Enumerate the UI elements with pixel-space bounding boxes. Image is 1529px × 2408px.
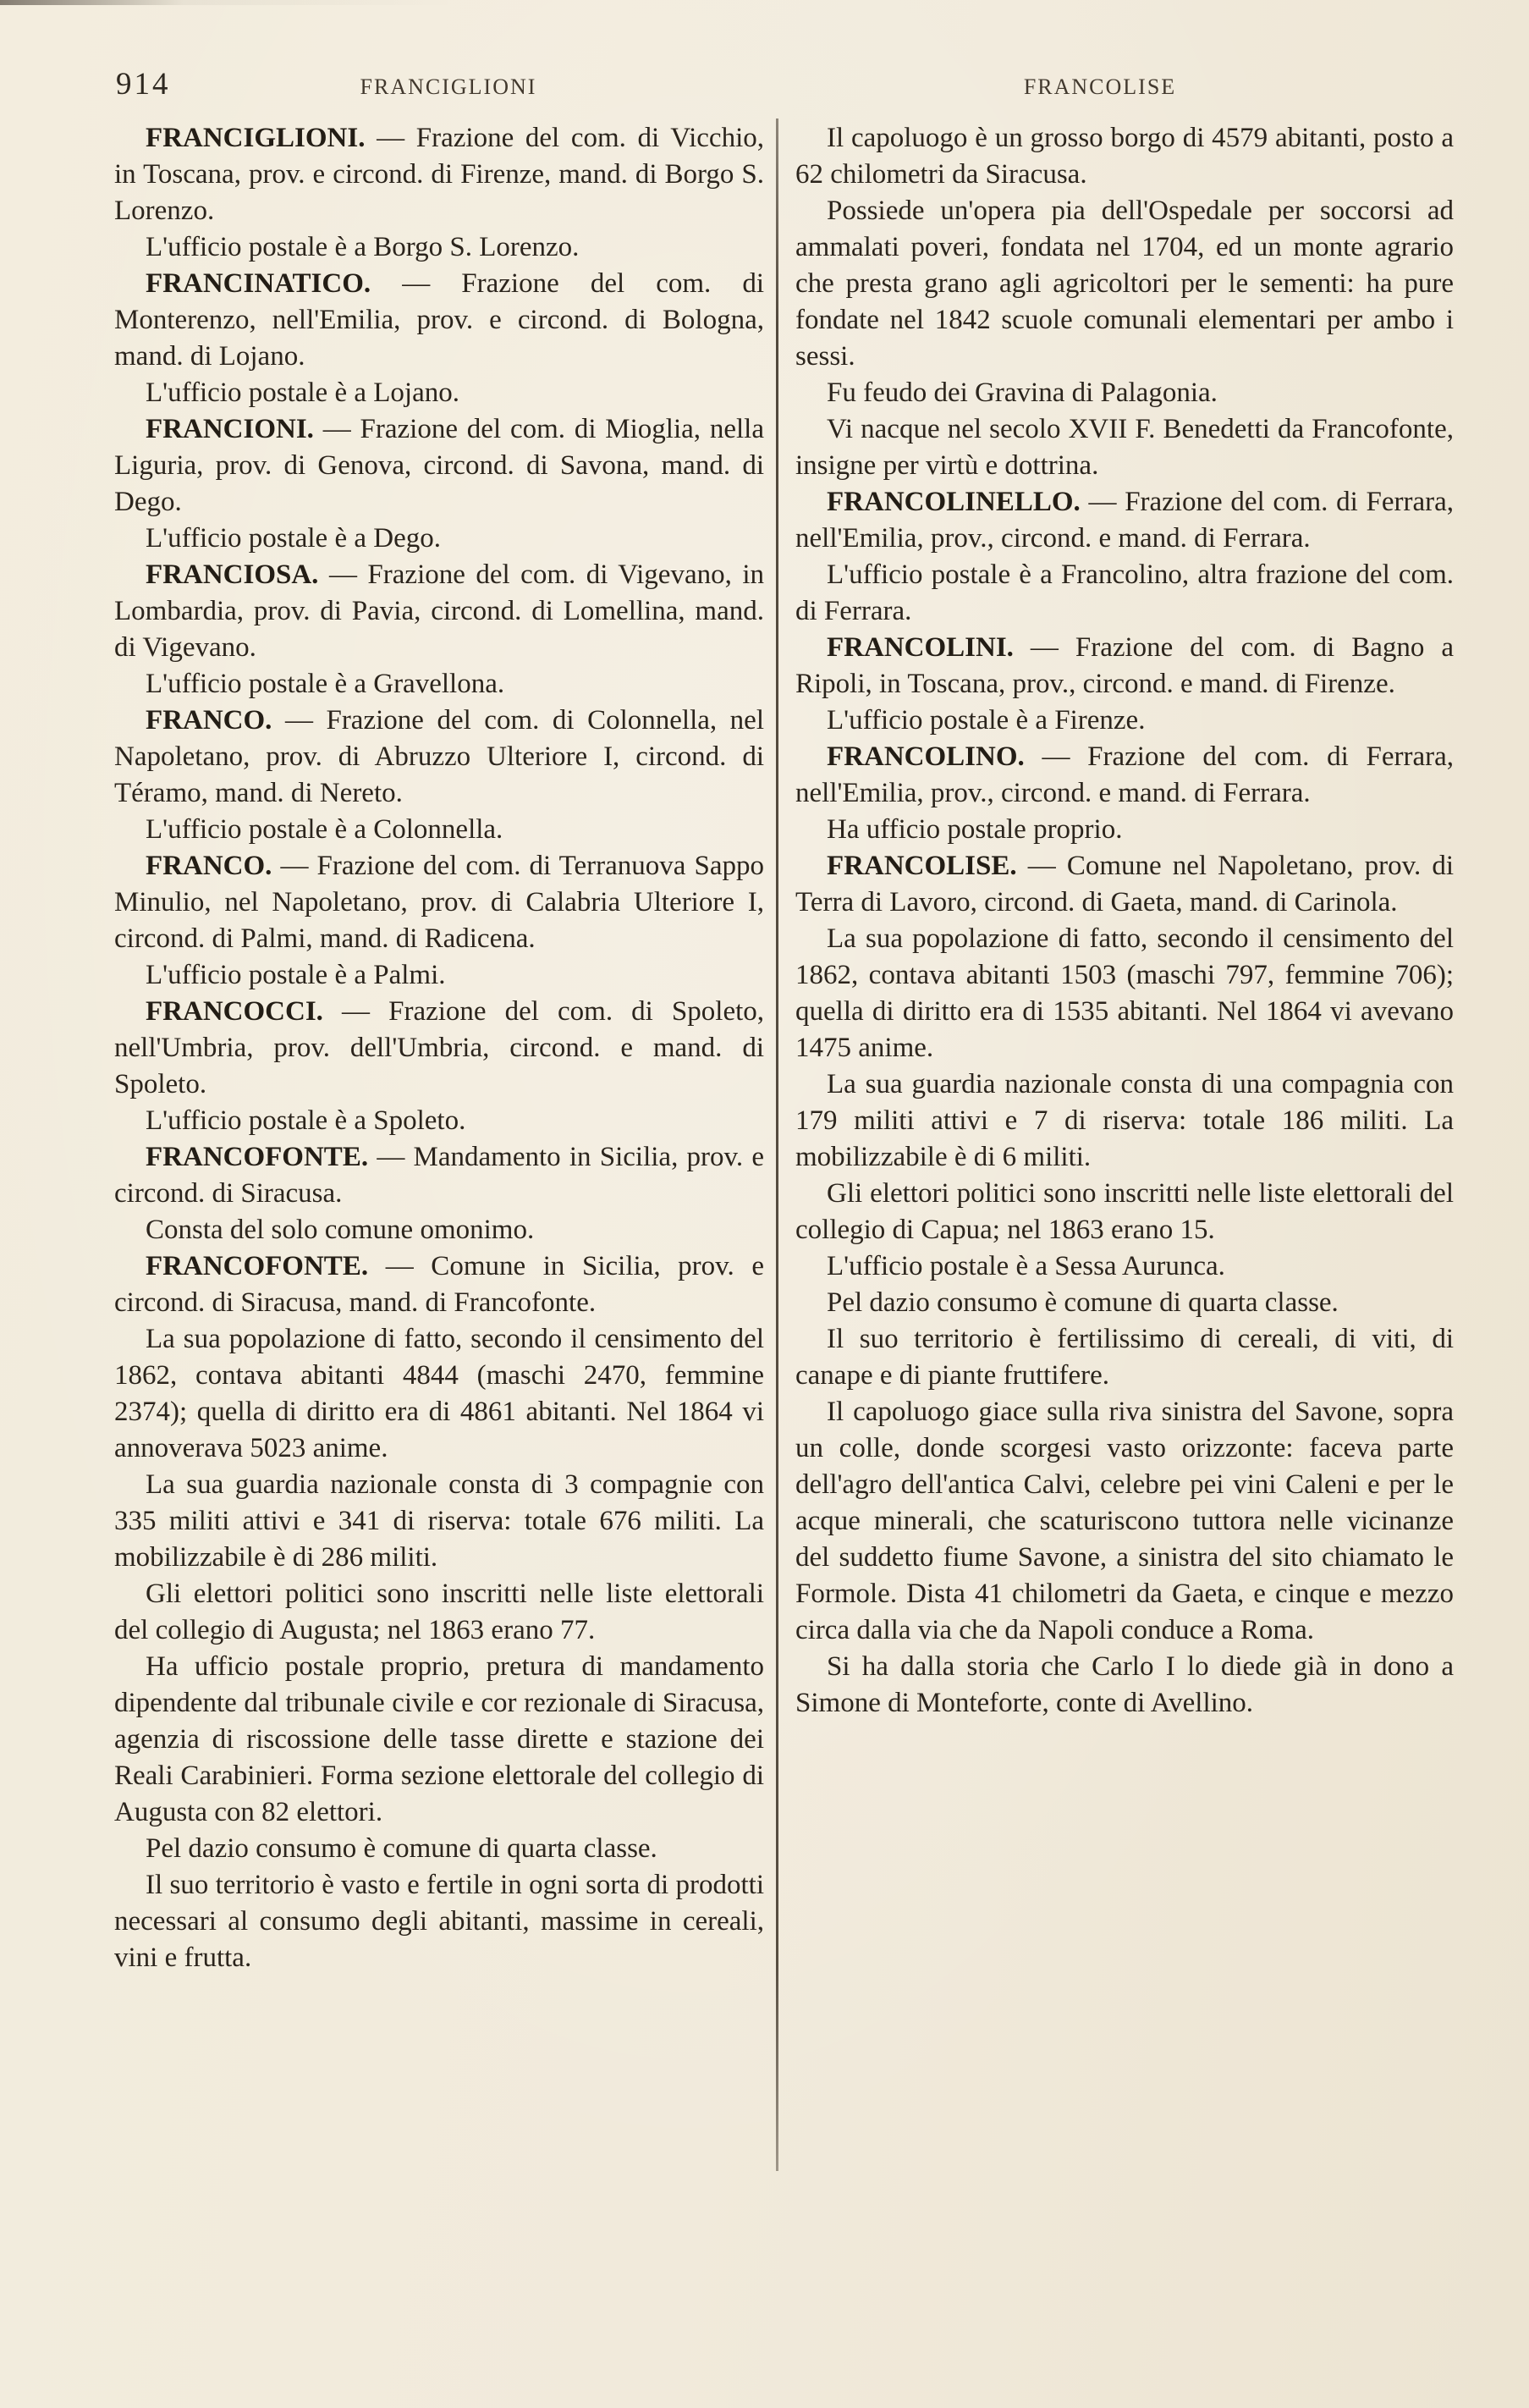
paragraph: Gli elettori politici sono inscritti nelle liste elettorali del collegio di Augusta; nel 1863 erano 77. [114,1579,764,1645]
paragraph: FRANCIOSA. — Frazione del com. di Vigevano, in Lombardia, prov. di Pavia, circond. di Lomellina, mand. di Vigevano. [114,559,765,663]
paragraph: L'ufficio postale è a Dego. [146,523,441,554]
paragraph: Pel dazio consumo è comune di quarta classe. [827,1287,1339,1318]
paragraph: Il capoluogo è un grosso borgo di 4579 abitanti, posto a 62 chilometri da Siracusa. [795,123,1454,190]
paragraph: L'ufficio postale è a Palmi. [146,960,446,990]
paragraph: FRANCOLISE. — Comune nel Napoletano, prov. di Terra di Lavoro, circond. di Gaeta, mand. di Carinola. [795,851,1455,917]
paragraph: Pel dazio consumo è comune di quarta classe. [146,1833,657,1864]
paragraph: FRANCOCCI. — Frazione del com. di Spoleto, nell'Umbria, prov. dell'Umbria, circond. e mand. di Spoleto. [114,996,765,1099]
entry-name: FRANCIOSA. [146,559,319,590]
paragraph: FRANCOFONTE. — Comune in Sicilia, prov. e circond. di Siracusa, mand. di Francofonte. [114,1251,765,1318]
paragraph: Il suo territorio è fertilissimo di cereali, di viti, di canape e di piante fruttifere. [795,1324,1454,1391]
paragraph: Gli elettori politici sono inscritti nelle liste elettorali del collegio di Capua; nel 1863 erano 15. [795,1178,1454,1245]
paragraph: Il capoluogo giace sulla riva sinistra del Savone, sopra un colle, donde scorgesi vasto orizzonte: faceva parte dell'agro dell'antica Calvi, celebre pei vini Caleni e per le acque minerali, che scaturiscono tuttora nelle vicinanze del suddetto fiume Savone, a sinistra del sito chiamato le Formole. Dista 41 chilometri da Gaeta, e cinque e mezzo circa dalla via che da Napoli conduce a Roma. [795,1397,1454,1645]
paragraph: FRANCOLINO. — Frazione del com. di Ferrara, nell'Emilia, prov., circond. e mand. di Ferrara. [795,741,1454,808]
entry-name: FRANCOLINELLO. [827,487,1081,517]
paragraph: FRANCOLINELLO. — Frazione del com. di Ferrara, nell'Emilia, prov., circond. e mand. di Ferrara. [795,487,1455,554]
paragraph: FRANCO. — Frazione del com. di Colonnella, nel Napoletano, prov. di Abruzzo Ulteriore I, circond. di Téramo, mand. di Nereto. [114,705,764,808]
paragraph: Possiede un'opera pia dell'Ospedale per soccorsi ad ammalati poveri, fondata nel 1704, ed un monte agrario che presta grano agli agricoltori per le sementi: ha pure fondate nel 1842 scuole comunali elementari per ambo i sessi. [795,196,1454,372]
paragraph: FRANCINATICO. — Frazione del com. di Monterenzo, nell'Emilia, prov. e circond. di Bologna, mand. di Lojano. [114,268,764,372]
paragraph: FRANCOFONTE. — Mandamento in Sicilia, prov. e circond. di Siracusa. [114,1142,764,1209]
paragraph: FRANCIONI. — Frazione del com. di Mioglia, nella Liguria, prov. di Genova, circond. di Savona, mand. di Dego. [114,414,764,517]
entry-name: FRANCOLINO. [827,741,1025,772]
paragraph: Si ha dalla storia che Carlo I lo diede già in dono a Simone di Monteforte, conte di Avellino. [795,1651,1454,1718]
paragraph: Il suo territorio è vasto e fertile in ogni sorta di prodotti necessari al consumo degli abitanti, massime in cereali, vini e frutta. [114,1870,764,1973]
running-head-left: FRANCIGLIONI [360,74,537,99]
column-divider [776,118,778,2171]
paragraph: L'ufficio postale è a Lojano. [146,377,459,408]
entry-name: FRANCINATICO. [146,268,371,299]
paragraph: L'ufficio postale è a Firenze. [827,705,1146,736]
paragraph: FRANCOLINI. — Frazione del com. di Bagno a Ripoli, in Toscana, prov., circond. e mand. di Firenze. [795,632,1454,699]
entry-name: FRANCO. [146,705,272,736]
left-column [114,120,764,1976]
page-number: 914 [116,67,171,102]
paragraph: L'ufficio postale è a Borgo S. Lorenzo. [146,232,580,262]
running-head-right: FRANCOLISE [1023,74,1177,99]
paragraph: FRANCO. — Frazione del com. di Terranuova Sappo Minulio, nel Napoletano, prov. di Calabria Ulteriore I, circond. di Palmi, mand. di Radicena. [114,851,764,954]
paragraph: L'ufficio postale è a Spoleto. [146,1105,466,1136]
entry-name: FRANCIGLIONI. [146,123,366,153]
paragraph: La sua popolazione di fatto, secondo il censimento del 1862, contava abitanti 1503 (maschi 797, femmine 706); quella di diritto era di 1535 abitanti. Nel 1864 vi avevano 1475 anime. [795,923,1454,1063]
entry-name: FRANCO. [146,851,272,881]
paragraph: La sua guardia nazionale consta di 3 compagnie con 335 militi attivi e 341 di riserva: totale 676 militi. La mobilizzabile è di 286 militi. [114,1469,764,1573]
entry-name: FRANCOLISE. [827,851,1017,881]
paragraph: L'ufficio postale è a Gravellona. [146,669,505,699]
paragraph: Ha ufficio postale proprio. [827,814,1123,845]
paragraph: Consta del solo comune omonimo. [146,1215,535,1245]
paragraph: L'ufficio postale è a Colonnella. [146,814,503,845]
entry-name: FRANCOLINI. [827,632,1014,663]
paragraph: Fu feudo dei Gravina di Palagonia. [827,377,1218,408]
entry-name: FRANCOFONTE. [146,1251,369,1281]
paragraph: L'ufficio postale è a Francolino, altra frazione del com. di Ferrara. [795,559,1454,626]
right-column [795,120,1454,1722]
paragraph: Vi nacque nel secolo XVII F. Benedetti da Francofonte, insigne per virtù e dottrina. [795,414,1454,481]
paragraph: La sua guardia nazionale consta di una compagnia con 179 militi attivi e 7 di riserva: totale 186 militi. La mobilizzabile è di 6 militi. [795,1069,1454,1172]
entry-name: FRANCOFONTE. [146,1142,369,1172]
entry-name: FRANCIONI. [146,414,314,444]
entry-name: FRANCOCCI. [146,996,323,1027]
paragraph: La sua popolazione di fatto, secondo il censimento del 1862, contava abitanti 4844 (maschi 2470, femmine 2374); quella di diritto era di 4861 abitanti. Nel 1864 vi annoverava 5023 anime. [114,1324,764,1463]
paragraph: L'ufficio postale è a Sessa Aurunca. [827,1251,1225,1281]
paragraph: Ha ufficio postale proprio, pretura di mandamento dipendente dal tribunale civile e cor rezionale di Siracusa, agenzia di riscossione delle tasse dirette e stazione dei Reali Carabinieri. Forma sezione elettorale del collegio di Augusta con 82 elettori. [114,1651,764,1827]
paragraph: FRANCIGLIONI. — Frazione del com. di Vicchio, in Toscana, prov. e circond. di Firenze, mand. di Borgo S. Lorenzo. [114,123,764,226]
